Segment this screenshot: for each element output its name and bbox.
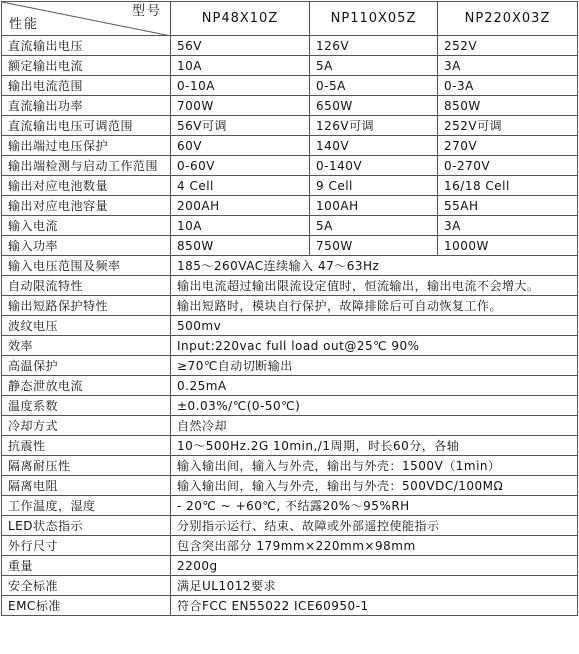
spec-value: 252V bbox=[438, 36, 578, 56]
spec-value: 1000W bbox=[438, 236, 578, 256]
spec-value: 0-5A bbox=[310, 76, 438, 96]
spec-row bbox=[2, 516, 578, 536]
spec-value: 0-270V bbox=[438, 156, 578, 176]
spec-row bbox=[2, 436, 578, 456]
header-model-label: 型号 bbox=[131, 4, 162, 19]
spec-label: 重量 bbox=[2, 556, 171, 576]
spec-label: 波纹电压 bbox=[2, 316, 171, 336]
spec-value: 0-60V bbox=[171, 156, 310, 176]
spec-label: LED状态指示 bbox=[2, 516, 171, 536]
spec-value: 100AH bbox=[310, 196, 438, 216]
spec-label: 静态泄放电流 bbox=[2, 376, 171, 396]
spec-row bbox=[2, 576, 578, 596]
spec-label: 输出对应电池容量 bbox=[2, 196, 171, 216]
spec-row bbox=[2, 396, 578, 416]
spec-row bbox=[2, 96, 578, 116]
spec-row bbox=[2, 156, 578, 176]
spec-label: 输入电流 bbox=[2, 216, 171, 236]
spec-value: 5A bbox=[310, 216, 438, 236]
spec-value: 输出电流超过输出限流设定值时，恒流输出，输出电流不会增大。 bbox=[171, 276, 578, 296]
spec-value: 140V bbox=[310, 136, 438, 156]
spec-table bbox=[1, 1, 578, 616]
spec-label: 隔离电阻 bbox=[2, 476, 171, 496]
spec-value: 10A bbox=[171, 216, 310, 236]
spec-value: 自然冷却 bbox=[171, 416, 578, 436]
model-header-2: NP110X05Z bbox=[310, 2, 438, 36]
spec-value: 200AH bbox=[171, 196, 310, 216]
spec-value: Input:220vac full load out@25℃ 90% bbox=[171, 336, 578, 356]
spec-value: 9 Cell bbox=[310, 176, 438, 196]
spec-value: 0-3A bbox=[438, 76, 578, 96]
spec-value: 0-10A bbox=[171, 76, 310, 96]
spec-label: 输出对应电池数量 bbox=[2, 176, 171, 196]
spec-value: 56V可调 bbox=[171, 116, 310, 136]
spec-label: 输入功率 bbox=[2, 236, 171, 256]
spec-label: 效率 bbox=[2, 336, 171, 356]
spec-label: 输入电压范围及频率 bbox=[2, 256, 171, 276]
spec-value: 56V bbox=[171, 36, 310, 56]
spec-value: 包含突出部分 179mm×220mm×98mm bbox=[171, 536, 578, 556]
spec-row bbox=[2, 336, 578, 356]
spec-label: 输出端过电压保护 bbox=[2, 136, 171, 156]
spec-value: 252V可调 bbox=[438, 116, 578, 136]
spec-label: 冷却方式 bbox=[2, 416, 171, 436]
spec-value: 符合FCC EN55022 ICE60950-1 bbox=[171, 596, 578, 616]
spec-row bbox=[2, 296, 578, 316]
spec-value: 270V bbox=[438, 136, 578, 156]
spec-label: 隔离耐压性 bbox=[2, 456, 171, 476]
spec-row bbox=[2, 216, 578, 236]
model-header-3: NP220X03Z bbox=[438, 2, 578, 36]
spec-row bbox=[2, 196, 578, 216]
spec-value: 0-140V bbox=[310, 156, 438, 176]
spec-label: 安全标准 bbox=[2, 576, 171, 596]
spec-row bbox=[2, 76, 578, 96]
spec-row bbox=[2, 496, 578, 516]
spec-row bbox=[2, 536, 578, 556]
spec-value: 126V bbox=[310, 36, 438, 56]
spec-value: 500mv bbox=[171, 316, 578, 336]
spec-row bbox=[2, 556, 578, 576]
spec-value: - 20℃ ~ +60℃, 不结露20%～95%RH bbox=[171, 496, 578, 516]
spec-row bbox=[2, 376, 578, 396]
spec-value: 分别指示运行、结束、故障或外部遥控使能指示 bbox=[171, 516, 578, 536]
spec-row bbox=[2, 36, 578, 56]
spec-value: 0.25mA bbox=[171, 376, 578, 396]
spec-label: 温度系数 bbox=[2, 396, 171, 416]
spec-value: 55AH bbox=[438, 196, 578, 216]
header-corner-cell bbox=[2, 2, 171, 36]
spec-label: 高温保护 bbox=[2, 356, 171, 376]
spec-value: ±0.03%/℃(0-50℃) bbox=[171, 396, 578, 416]
spec-label: 直流输出功率 bbox=[2, 96, 171, 116]
spec-value: 输出短路时，模块自行保护，故障排除后可自动恢复工作。 bbox=[171, 296, 578, 316]
spec-label: EMC标准 bbox=[2, 596, 171, 616]
spec-row bbox=[2, 136, 578, 156]
spec-row bbox=[2, 56, 578, 76]
spec-value: 16/18 Cell bbox=[438, 176, 578, 196]
spec-row bbox=[2, 316, 578, 336]
spec-value: 850W bbox=[171, 236, 310, 256]
spec-value: 满足UL1012要求 bbox=[171, 576, 578, 596]
spec-label: 额定输出电流 bbox=[2, 56, 171, 76]
header-row bbox=[2, 2, 578, 36]
spec-label: 自动限流特性 bbox=[2, 276, 171, 296]
spec-label: 直流输出电压可调范围 bbox=[2, 116, 171, 136]
spec-label: 外行尺寸 bbox=[2, 536, 171, 556]
model-header-1: NP48X10Z bbox=[171, 2, 310, 36]
spec-row bbox=[2, 236, 578, 256]
spec-row bbox=[2, 276, 578, 296]
spec-row bbox=[2, 416, 578, 436]
spec-row bbox=[2, 596, 578, 616]
spec-label: 输出短路保护特性 bbox=[2, 296, 171, 316]
spec-label: 工作温度，湿度 bbox=[2, 496, 171, 516]
spec-value: 输入输出间，输入与外壳，输出与外壳：500VDC/100MΩ bbox=[171, 476, 578, 496]
spec-value: 126V可调 bbox=[310, 116, 438, 136]
spec-row bbox=[2, 256, 578, 276]
header-performance-label: 性能 bbox=[9, 17, 40, 32]
spec-value: 850W bbox=[438, 96, 578, 116]
spec-value: 700W bbox=[171, 96, 310, 116]
spec-row bbox=[2, 476, 578, 496]
spec-label: 直流输出电压 bbox=[2, 36, 171, 56]
spec-value: 3A bbox=[438, 216, 578, 236]
spec-value: 3A bbox=[438, 56, 578, 76]
spec-value: 输入输出间，输入与外壳，输出与外壳：1500V（1min） bbox=[171, 456, 578, 476]
spec-value: 4 Cell bbox=[171, 176, 310, 196]
spec-value: 185～260VAC连续输入 47～63Hz bbox=[171, 256, 578, 276]
spec-row bbox=[2, 356, 578, 376]
spec-row bbox=[2, 176, 578, 196]
spec-value: 10A bbox=[171, 56, 310, 76]
spec-row bbox=[2, 116, 578, 136]
spec-value: 650W bbox=[310, 96, 438, 116]
spec-value: 750W bbox=[310, 236, 438, 256]
spec-label: 输出端检测与启动工作范围 bbox=[2, 156, 171, 176]
spec-value: 5A bbox=[310, 56, 438, 76]
spec-row bbox=[2, 456, 578, 476]
spec-value: 2200g bbox=[171, 556, 578, 576]
spec-label: 输出电流范围 bbox=[2, 76, 171, 96]
spec-label: 抗震性 bbox=[2, 436, 171, 456]
spec-value: 10～500Hz.2G 10min,/1周期，时长60分，各轴 bbox=[171, 436, 578, 456]
spec-value: ≥70℃自动切断输出 bbox=[171, 356, 578, 376]
spec-value: 60V bbox=[171, 136, 310, 156]
